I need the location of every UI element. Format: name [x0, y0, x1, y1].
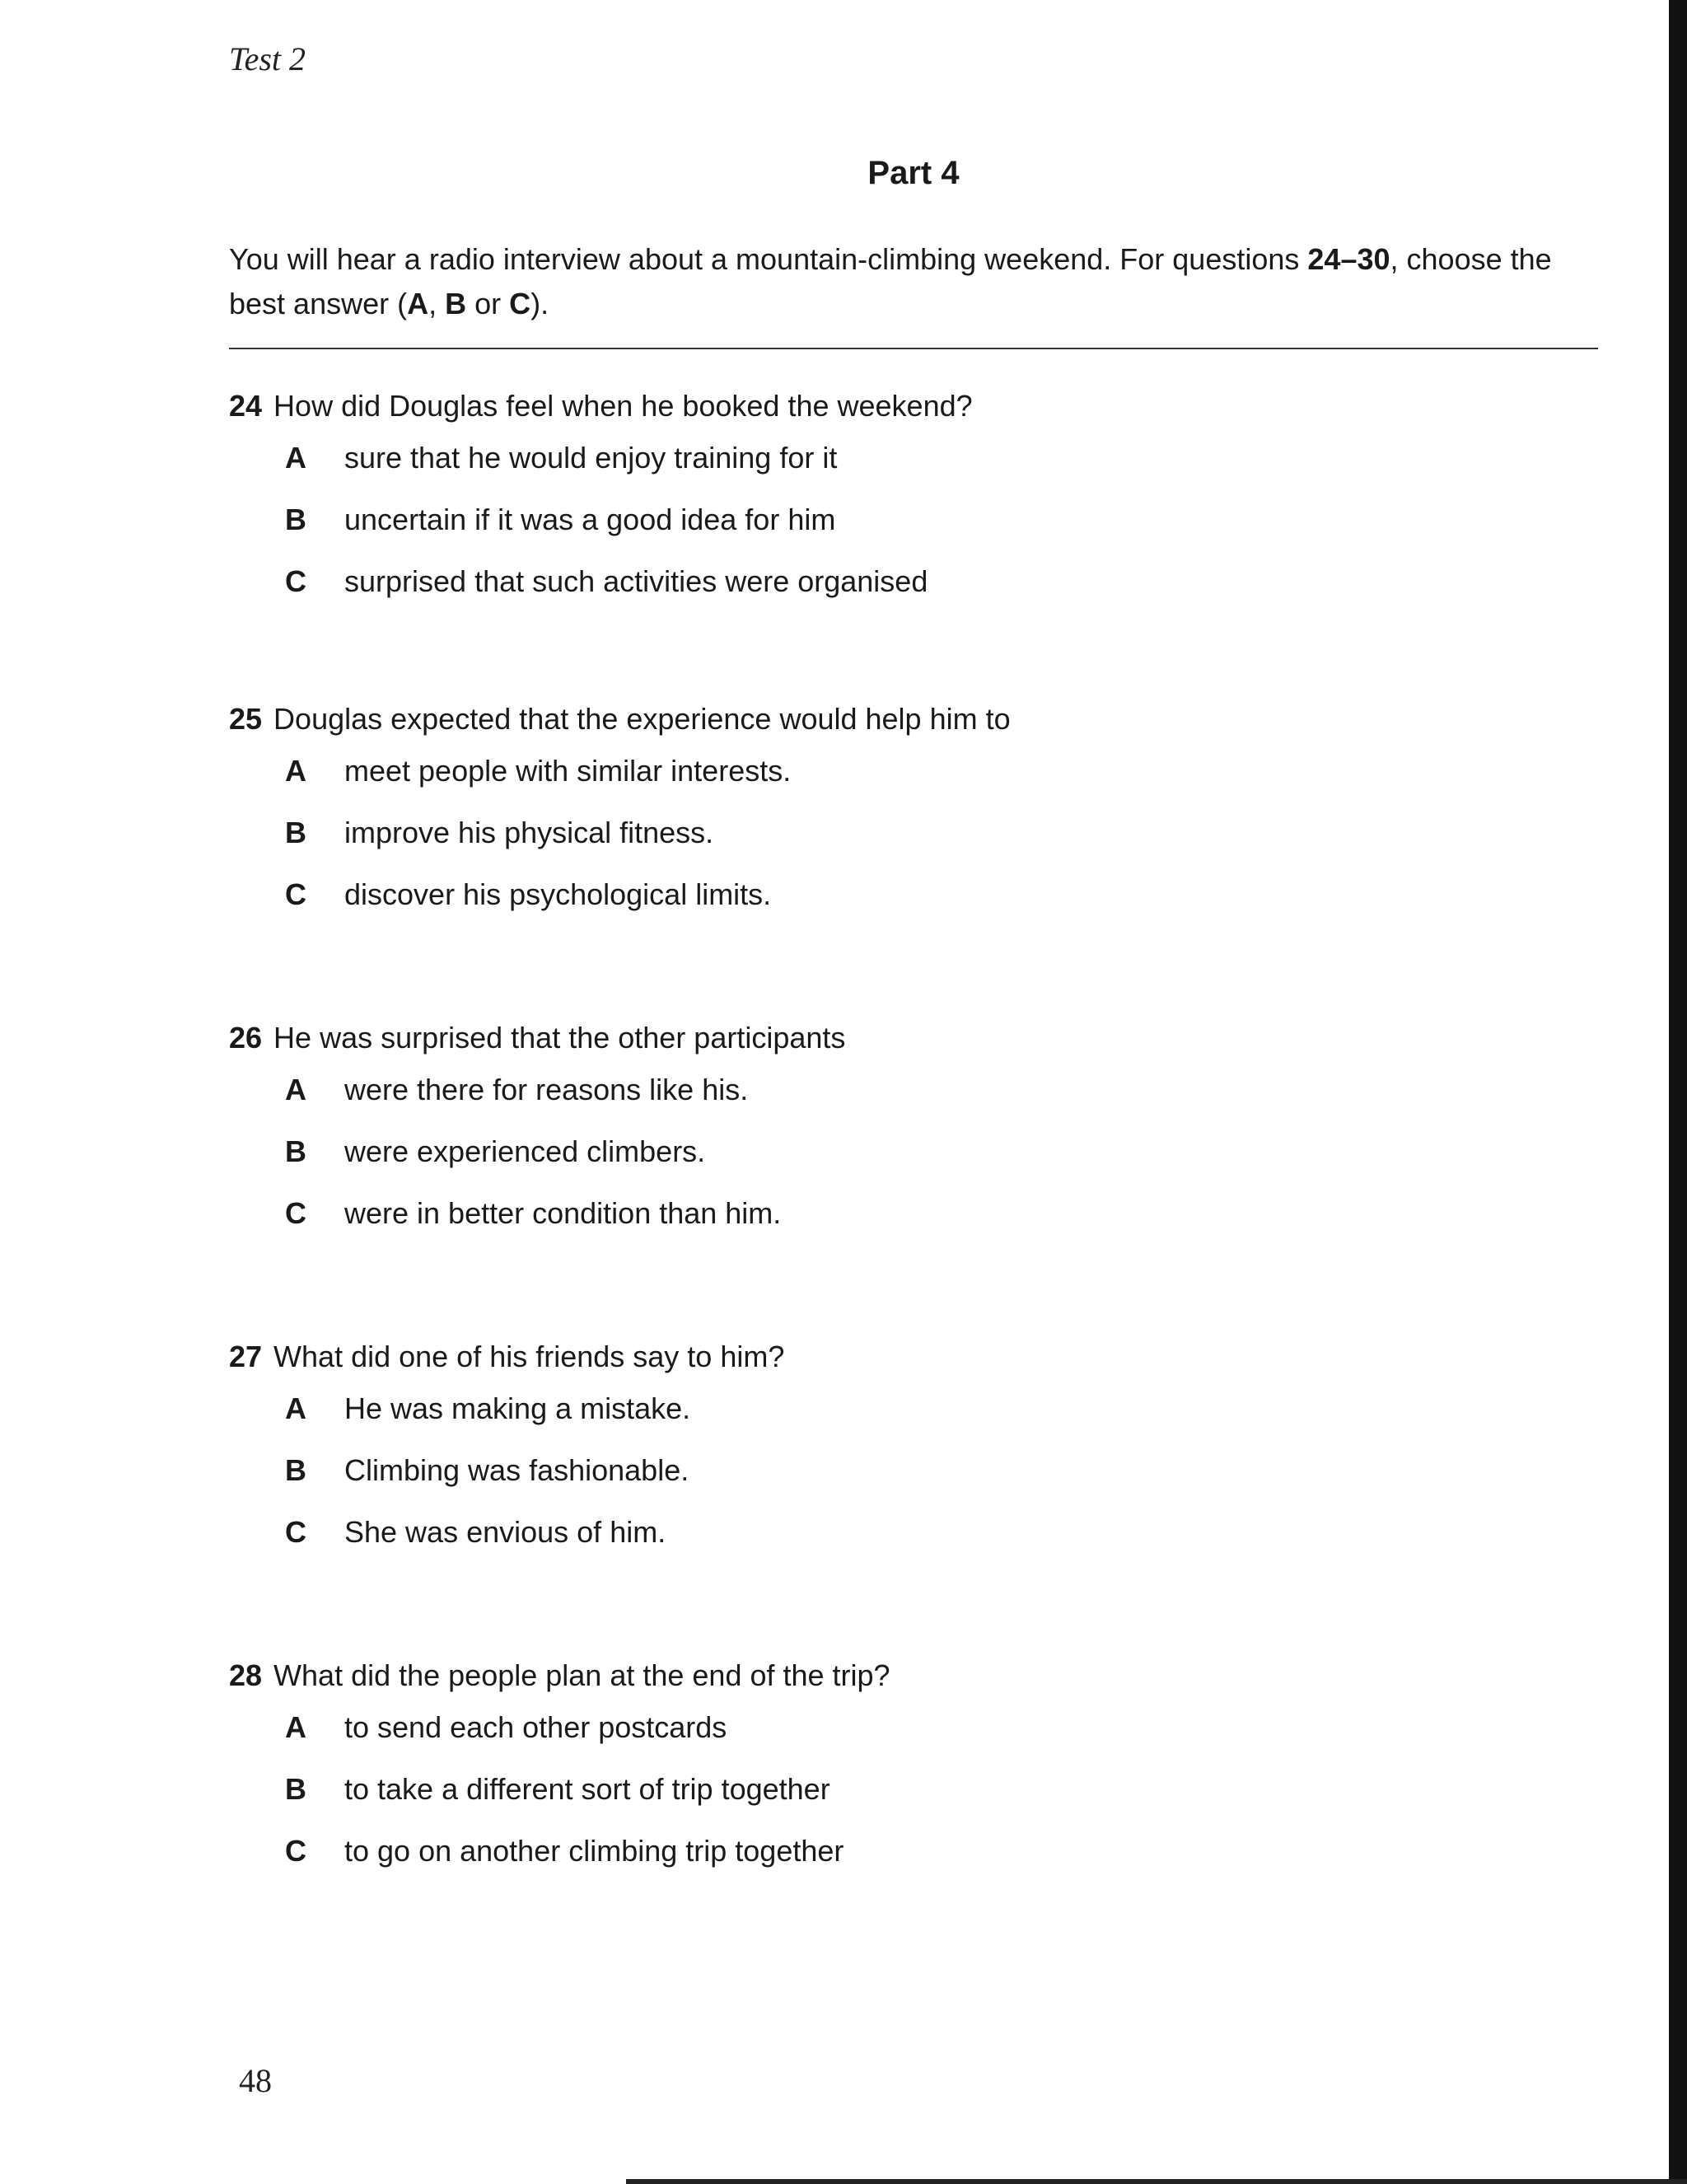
option-text: improve his physical fitness. — [344, 816, 714, 849]
option-a — [229, 1059, 1547, 1120]
question-number: 24 — [229, 389, 263, 423]
option-letter: B — [285, 1134, 306, 1168]
option-text: meet people with similar interests. — [344, 754, 792, 788]
option-text: were experienced climbers. — [344, 1134, 706, 1168]
option-text: to go on another climbing trip together — [344, 1834, 844, 1868]
option-text: were in better condition than him. — [344, 1196, 782, 1230]
option-text: He was making a mistake. — [344, 1391, 691, 1425]
question-number: 27 — [229, 1340, 263, 1373]
option-letter: A — [285, 1073, 306, 1106]
option-a — [229, 1377, 1547, 1439]
option-letter: C — [285, 1196, 306, 1230]
question-number: 26 — [229, 1021, 263, 1055]
option-letter: A — [285, 1710, 306, 1744]
question-text: What did the people plan at the end of the trip? — [273, 1658, 890, 1692]
option-letter: A — [285, 1391, 306, 1425]
option-letter: C — [285, 1834, 306, 1868]
option-c — [229, 1820, 1547, 1882]
option-a — [229, 740, 1547, 802]
option-letter: C — [285, 564, 306, 598]
instructions-divider — [229, 348, 1598, 349]
page-bottom-edge — [626, 2179, 1687, 2184]
question-number: 28 — [229, 1658, 263, 1692]
option-a — [229, 1696, 1547, 1758]
question-text: He was surprised that the other participants — [273, 1021, 846, 1055]
option-letter: B — [285, 1453, 306, 1487]
option-letter: A — [285, 754, 306, 788]
option-text: She was envious of him. — [344, 1515, 666, 1549]
option-letter: B — [285, 816, 306, 849]
part-title: Part 4 — [867, 155, 960, 191]
instructions: You will hear a radio interview about a mountain-climbing weekend. For questions 24–30, choose the best answer (A, B or C). — [229, 242, 1552, 320]
running-header: Test 2 — [229, 40, 306, 77]
question-26 — [229, 1017, 1547, 1244]
option-c — [229, 1182, 1547, 1244]
option-b — [229, 1120, 1547, 1182]
option-text: Climbing was fashionable. — [344, 1453, 689, 1487]
question-text: Douglas expected that the experience would help him to — [273, 702, 1011, 736]
option-a — [229, 427, 1547, 489]
option-letter: C — [285, 877, 306, 911]
option-text: discover his psychological limits. — [344, 877, 772, 911]
question-number: 25 — [229, 702, 263, 736]
option-text: uncertain if it was a good idea for him — [344, 503, 836, 536]
option-b — [229, 1439, 1547, 1501]
question-24 — [229, 386, 1547, 612]
option-text: to take a different sort of trip together — [344, 1772, 830, 1806]
option-letter: A — [285, 441, 306, 475]
question-28 — [229, 1655, 1547, 1882]
page-binding-edge — [1669, 0, 1687, 2184]
option-letter: B — [285, 503, 306, 536]
option-c — [229, 863, 1547, 925]
option-c — [229, 1501, 1547, 1563]
option-b — [229, 1758, 1547, 1820]
option-text: sure that he would enjoy training for it — [344, 441, 838, 475]
question-25 — [229, 699, 1547, 925]
option-letter: B — [285, 1772, 306, 1806]
option-b — [229, 802, 1547, 863]
page-number: 48 — [239, 2062, 272, 2099]
option-text: surprised that such activities were organised — [344, 564, 928, 598]
question-text: How did Douglas feel when he booked the weekend? — [273, 389, 973, 423]
question-text: What did one of his friends say to him? — [273, 1340, 785, 1373]
option-text: to send each other postcards — [344, 1710, 727, 1744]
option-b — [229, 489, 1547, 550]
question-27 — [229, 1336, 1547, 1563]
option-c — [229, 550, 1547, 612]
option-letter: C — [285, 1515, 306, 1549]
option-text: were there for reasons like his. — [344, 1073, 749, 1106]
